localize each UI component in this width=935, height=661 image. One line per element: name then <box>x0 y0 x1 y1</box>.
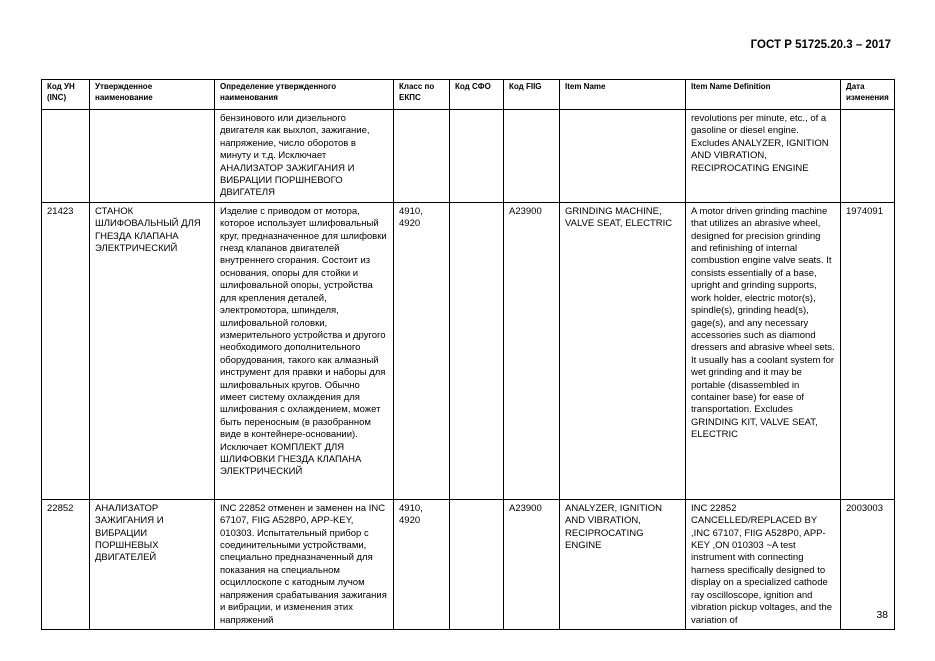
page-number: 38 <box>876 609 888 621</box>
cell-definition: Изделие с приводом от мотора, которое использует шлифовальный круг, предназначенное для шлифовки гнезд клапанов двигателей внутреннего сгорания. Состоит из основания, опоры для стойки и шлифовальной опоры, устройства для крепления деталей, электромотора, шпинделя, шлифовальной головки, измерительного устройства и другого необходимого дополнительного оборудования, такого как алмазный инструмент для правки и наборы для шлифовальных кругов. Обычно имеет систему охлаждения для шлифования с охлаждением, может быть переносным (в разобранном виде в контейнере-основании). Исключает КОМПЛЕКТ ДЛЯ ШЛИФОВКИ ГНЕЗДА КЛАПАНА ЭЛЕКТРИЧЕСКИЙ <box>215 202 394 499</box>
cell-fiig-code: A23900 <box>504 202 560 499</box>
table-header-row <box>42 80 895 110</box>
cell-change-date <box>841 110 895 203</box>
cell-item-name: ANALYZER, IGNITION AND VIBRATION, RECIPROCATING ENGINE <box>560 499 686 629</box>
cell-inc: 22852 <box>42 499 90 629</box>
column-header-definition: Определение утвержденного наименования <box>215 80 394 110</box>
column-header-approved-name: Утвержденное наименование <box>90 80 215 110</box>
cell-item-name <box>560 110 686 203</box>
table-row <box>42 499 895 629</box>
cell-inc: 21423 <box>42 202 90 499</box>
column-header-fiig-code: Код FIIG <box>504 80 560 110</box>
cell-approved-name <box>90 110 215 203</box>
table-row <box>42 110 895 203</box>
column-header-class: Класс по ЕКПС <box>394 80 450 110</box>
cell-approved-name: АНАЛИЗАТОР ЗАЖИГАНИЯ И ВИБРАЦИИ ПОРШНЕВЫХ ДВИГАТЕЛЕЙ <box>90 499 215 629</box>
cell-class: 4910, 4920 <box>394 202 450 499</box>
cell-fiig-code: A23900 <box>504 499 560 629</box>
cell-definition: бензинового или дизельного двигателя как выхлоп, зажигание, напряжение, число оборотов в минуту и т.д. Исключает АНАЛИЗАТОР ЗАЖИГАНИЯ И ВИБРАЦИИ ПОРШНЕВОГО ДВИГАТЕЛЯ <box>215 110 394 203</box>
cell-change-date: 1974091 <box>841 202 895 499</box>
cell-definition: INC 22852 отменен и заменен на INC 67107, FIIG A528P0, APP-KEY, 010303. Испытательный прибор с соединительными устройствами, специально предназначенный для показания на специальном осциллоскопе с катодным лучом напряжения срабатывания зажигания и вибрации, и изменения этих напряжений <box>215 499 394 629</box>
cell-sfo-code <box>450 110 504 203</box>
column-header-sfo-code: Код СФО <box>450 80 504 110</box>
column-header-change-date: Дата изменения <box>841 80 895 110</box>
cell-item-name: GRINDING MACHINE, VALVE SEAT, ELECTRIC <box>560 202 686 499</box>
cell-change-date: 2003003 <box>841 499 895 629</box>
column-header-item-name: Item Name <box>560 80 686 110</box>
cell-class: 4910, 4920 <box>394 499 450 629</box>
cell-approved-name: СТАНОК ШЛИФОВАЛЬНЫЙ ДЛЯ ГНЕЗДА КЛАПАНА ЭЛЕКТРИЧЕСКИЙ <box>90 202 215 499</box>
cell-fiig-code <box>504 110 560 203</box>
cell-item-name-definition: revolutions per minute, etc., of a gasoline or diesel engine. Excludes ANALYZER, IGNITION AND VIBRATION, RECIPROCATING ENGINE <box>686 110 841 203</box>
inc-table <box>41 79 895 630</box>
cell-sfo-code <box>450 202 504 499</box>
column-header-item-name-definition: Item Name Definition <box>686 80 841 110</box>
cell-inc <box>42 110 90 203</box>
cell-item-name-definition: A motor driven grinding machine that utilizes an abrasive wheel, designed for precision grinding and refinishing of internal combustion engine valve seats. It consists essentially of a base, upright and grinding supports, work holder, electric motor(s), spindle(s), grinding head(s), gage(s), and any necessary accessories such as diamond dressers and abrasive wheel sets. It usually has a coolant system for wet grinding and it may be portable (disassembled in container base) for ease of transportation. Excludes GRINDING KIT, VALVE SEAT, ELECTRIC <box>686 202 841 499</box>
column-header-inc: Код УН (INC) <box>42 80 90 110</box>
cell-class <box>394 110 450 203</box>
document-standard-title: ГОСТ Р 51725.20.3 – 2017 <box>750 39 891 51</box>
cell-item-name-definition: INC 22852 CANCELLED/REPLACED BY ,INC 67107, FIIG A528P0, APP-KEY ,ON 010303 ~A test instrument with connecting harness specifically designed to display on a specialized cathode ray oscilloscope, ignition and vibration pickup voltages, and the variation of <box>686 499 841 629</box>
table-row <box>42 202 895 499</box>
cell-sfo-code <box>450 499 504 629</box>
